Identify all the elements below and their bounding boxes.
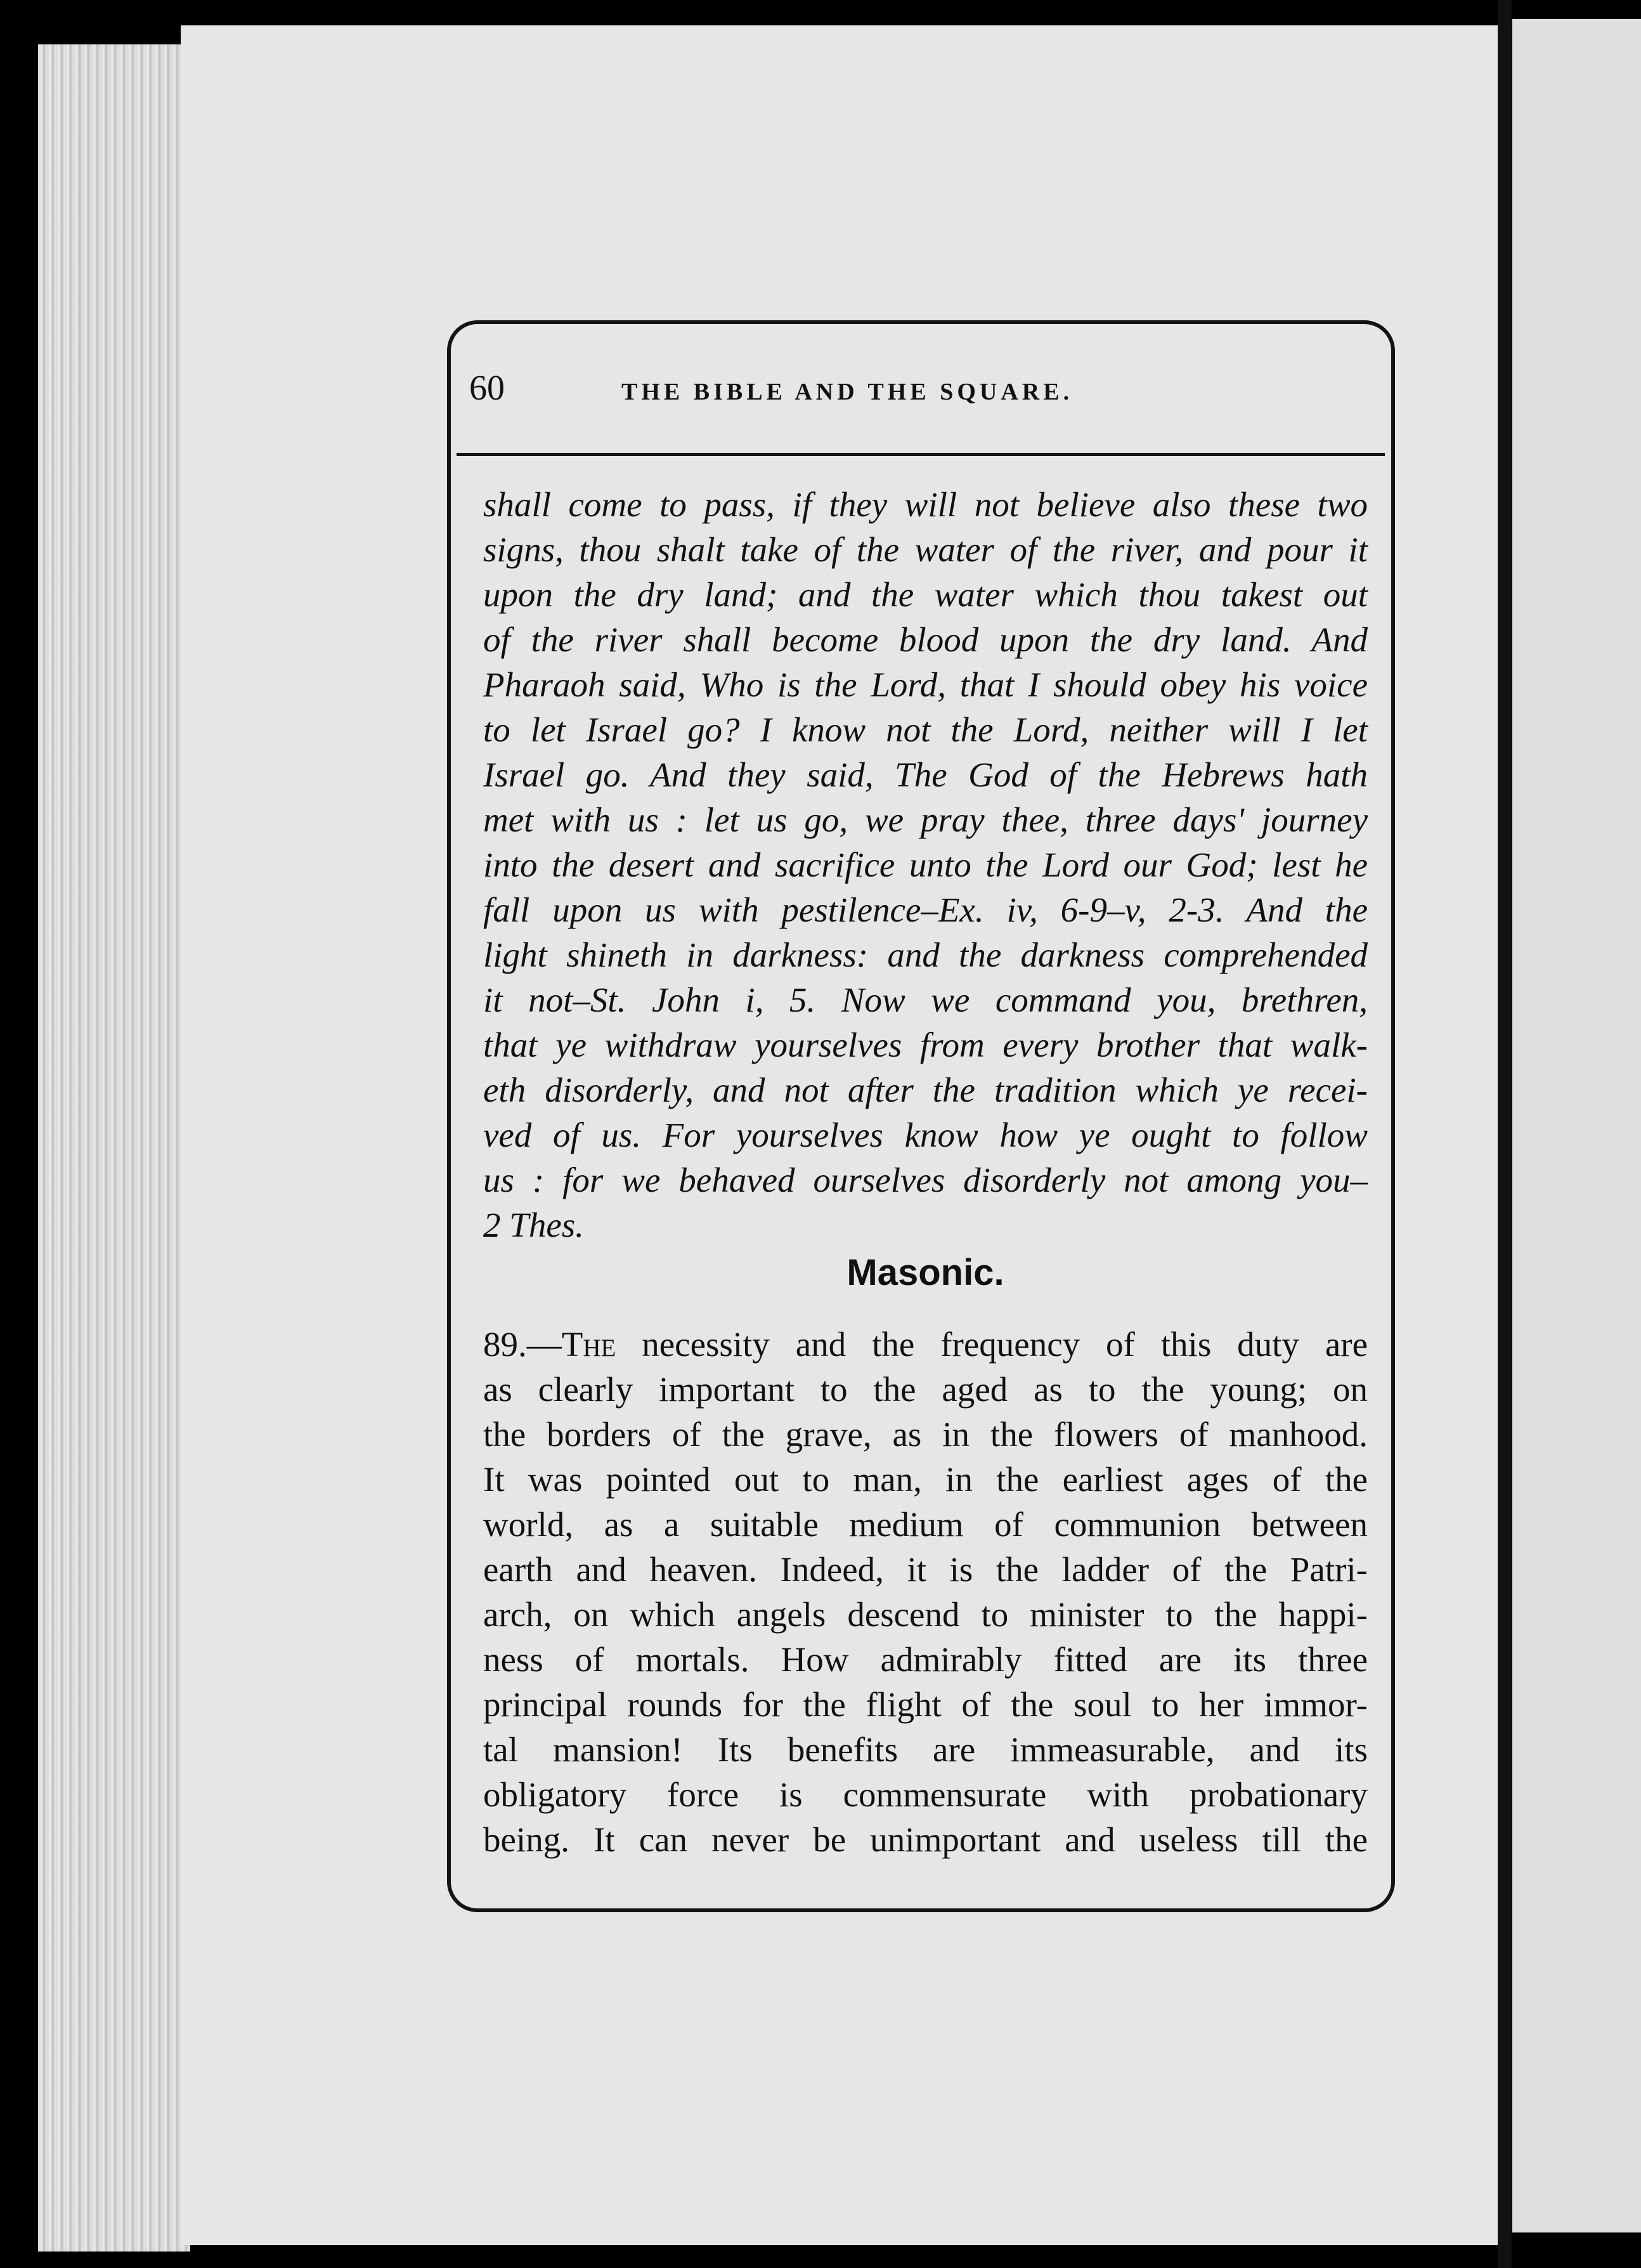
text-line: 2 Thes. bbox=[483, 1206, 584, 1244]
page-edges bbox=[38, 44, 190, 2252]
text-line: ved of us. For yourselves know how ye ought to follow bbox=[483, 1116, 1368, 1154]
text-line: met with us : let us go, we pray thee, three days' journey bbox=[483, 800, 1368, 839]
text-line: tal mansion! Its benefits are immeasurable, and its bbox=[483, 1730, 1368, 1769]
section-heading: Masonic. bbox=[846, 1252, 1004, 1293]
paragraph-89 bbox=[483, 1322, 1368, 1862]
text-line: being. It can never be unimportant and useless till the bbox=[483, 1820, 1368, 1859]
text-line: it not–St. John i, 5. Now we command you, brethren, bbox=[483, 981, 1368, 1019]
text-line: It was pointed out to man, in the earliest ages of the bbox=[483, 1460, 1368, 1499]
scripture-passage bbox=[483, 482, 1368, 1248]
text-line: fall upon us with pestilence–Ex. iv, 6-9–v, 2-3. And the bbox=[483, 890, 1368, 929]
lead-word: The bbox=[561, 1325, 616, 1364]
text-line: Pharaoh said, Who is the Lord, that I should obey his voice bbox=[483, 665, 1368, 704]
paragraph-number: 89.— bbox=[483, 1325, 562, 1364]
text-line: to let Israel go? I know not the Lord, neither will I let bbox=[483, 710, 1368, 749]
text-line: shall come to pass, if they will not believe also these two bbox=[483, 485, 1368, 524]
text-line: 89.—The necessity and the frequency of this duty are bbox=[483, 1325, 1368, 1364]
text-line: ness of mortals. How admirably fitted are its three bbox=[483, 1640, 1368, 1679]
text-line: principal rounds for the flight of the soul to her immor- bbox=[483, 1685, 1368, 1724]
text-line: obligatory force is commensurate with probationary bbox=[483, 1775, 1368, 1814]
text-line: earth and heaven. Indeed, it is the ladder of the Patri- bbox=[483, 1550, 1368, 1589]
page-number: 60 bbox=[469, 368, 505, 408]
text-line: that ye withdraw yourselves from every brother that walk- bbox=[483, 1026, 1368, 1064]
text-line: Israel go. And they said, The God of the Hebrews hath bbox=[483, 755, 1368, 794]
text-line: as clearly important to the aged as to the young; on bbox=[483, 1370, 1368, 1409]
text-line: the borders of the grave, as in the flowers of manhood. bbox=[483, 1415, 1368, 1454]
text-line: us : for we behaved ourselves disorderly not among you– bbox=[483, 1161, 1368, 1199]
text-line: world, as a suitable medium of communion between bbox=[483, 1505, 1368, 1544]
text-line: arch, on which angels descend to minister to the happi- bbox=[483, 1595, 1368, 1634]
text-line: into the desert and sacrifice unto the Lord our God; lest he bbox=[483, 845, 1368, 884]
text-line: signs, thou shalt take of the water of the river, and pour it bbox=[483, 530, 1368, 569]
text-line: of the river shall become blood upon the dry land. And bbox=[483, 620, 1368, 659]
header-rule bbox=[457, 453, 1385, 456]
text-line: eth disorderly, and not after the tradition which ye recei- bbox=[483, 1071, 1368, 1109]
text-line: light shineth in darkness: and the darkness comprehended bbox=[483, 935, 1368, 974]
running-head bbox=[469, 368, 1382, 412]
facing-page-edge bbox=[1512, 19, 1641, 2232]
running-title: THE BIBLE AND THE SQUARE. bbox=[621, 379, 1073, 405]
text-line: upon the dry land; and the water which thou takest out bbox=[483, 575, 1368, 614]
book-gutter bbox=[1498, 0, 1512, 2268]
